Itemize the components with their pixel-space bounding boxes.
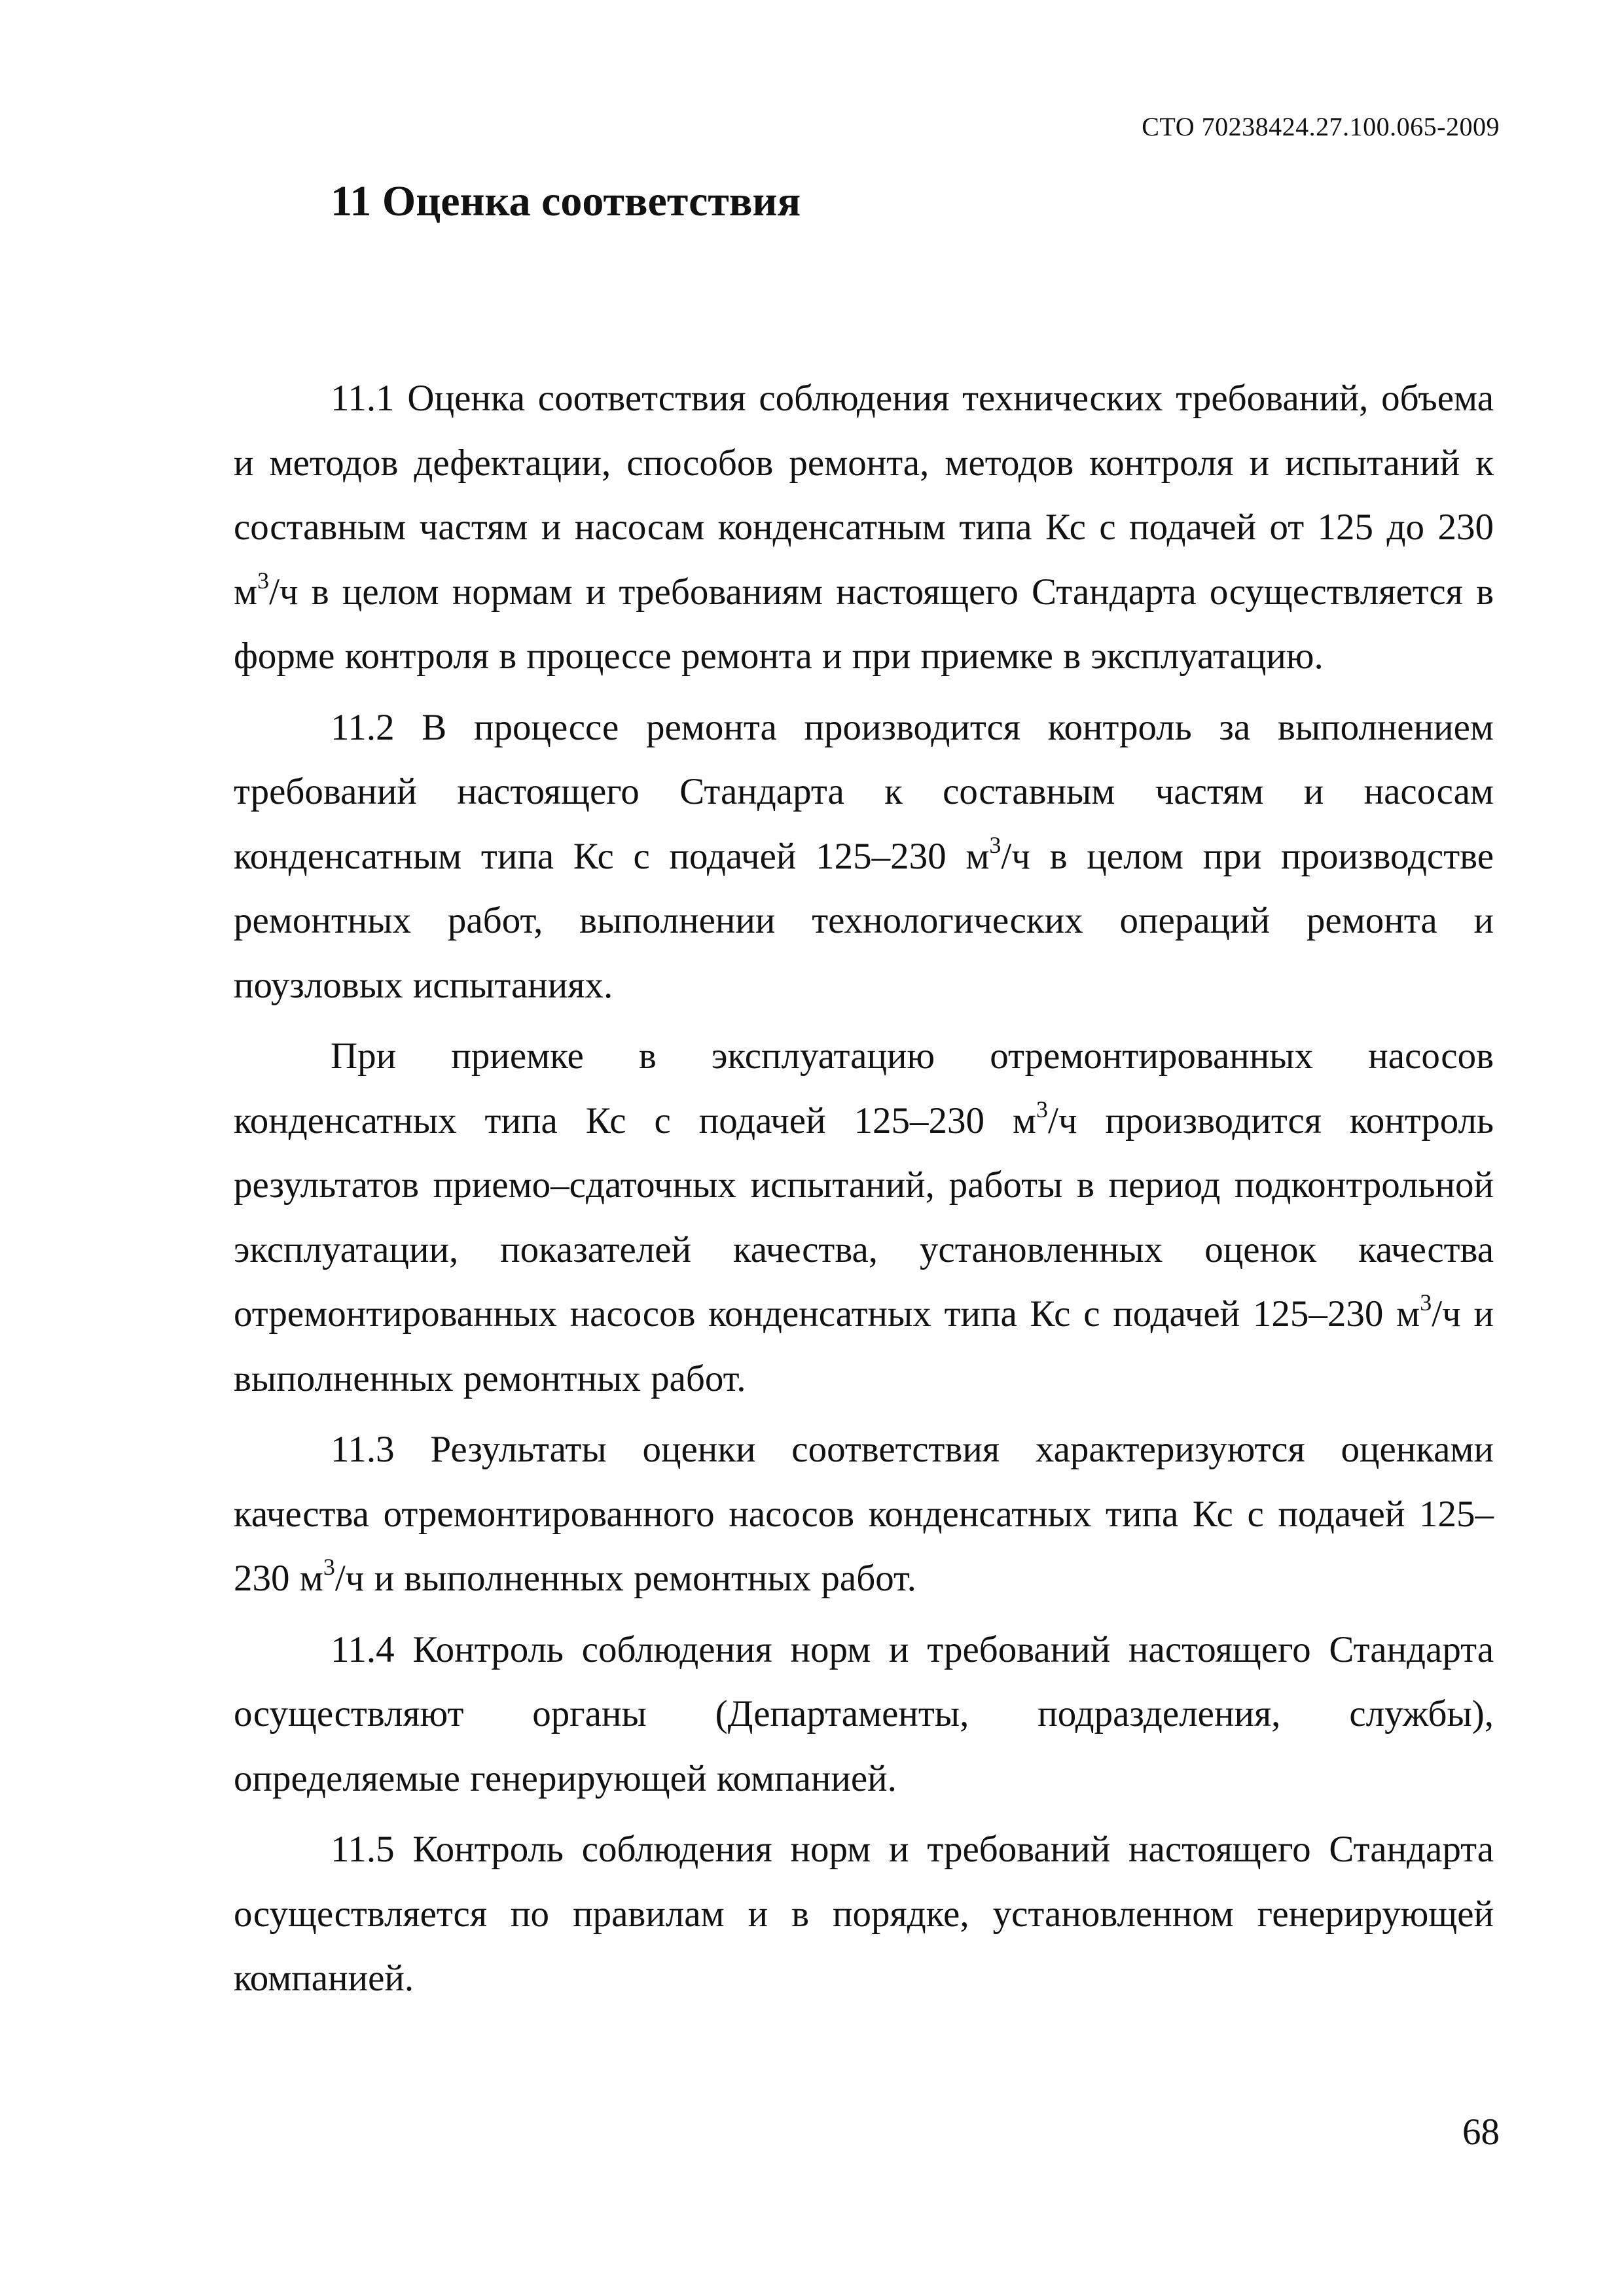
paragraph-11-4 <box>234 1618 1494 1812</box>
paragraph-text: /ч в целом нормам и требованиям настоящего Стандарта осуществляется в форме контроля в процессе ремонта и при приемке в эксплуатацию. <box>234 571 1494 677</box>
body-text <box>234 367 1494 2018</box>
paragraph-text: 11.3 Результаты оценки соответствия характеризуются оценками качества отремонтированного насосов конденсатных типа Кс с подачей 125–230 м <box>234 1429 1494 1599</box>
paragraph-text: /ч производится контроль результатов приемо–сдаточных испытаний, работы в период подконтрольной эксплуатации, показателей качества, установленных оценок качества отремонтированных насосов конденсатных типа Кс с подачей 125–230 м <box>234 1100 1494 1335</box>
superscript: 3 <box>257 567 270 594</box>
paragraph-text: 11.2 В процессе ремонта производится контроль за выполнением требований настоящего Стандарта к составным частям и насосам конденсатным типа Кс с подачей 125–230 м <box>234 706 1494 877</box>
superscript: 3 <box>1420 1289 1432 1316</box>
superscript: 3 <box>323 1554 335 1580</box>
paragraph-text: /ч в целом при производстве ремонтных работ, выполнении технологических операций ремонта и поузловых испытаниях. <box>234 835 1494 1006</box>
paragraph-11-5 <box>234 1818 1494 2011</box>
paragraph-text: 11.5 Контроль соблюдения норм и требований настоящего Стандарта осуществляется по правилам и в порядке, установленном генерирующей компанией. <box>234 1829 1494 1999</box>
section-heading: 11 Оценка соответствия <box>331 177 801 225</box>
document-code: СТО 70238424.27.100.065-2009 <box>1142 112 1500 141</box>
paragraph-text: 11.4 Контроль соблюдения норм и требований настоящего Стандарта осуществляют органы (Департаменты, подразделения, службы), определяемые генерирующей компанией. <box>234 1628 1494 1799</box>
superscript: 3 <box>989 831 1001 858</box>
page-number: 68 <box>1462 2111 1500 2153</box>
paragraph-text: При приемке в эксплуатацию отремонтированных насосов конденсатных типа Кс с подачей 125–230 м <box>234 1035 1494 1141</box>
superscript: 3 <box>1036 1096 1049 1122</box>
paragraph-11-2 <box>234 696 1494 1018</box>
paragraph-11-1 <box>234 367 1494 689</box>
paragraph-text: /ч и выполненных ремонтных работ. <box>234 1293 1494 1399</box>
paragraph-text: /ч и выполненных ремонтных работ. <box>334 1558 916 1599</box>
paragraph-text: 11.1 Оценка соответствия соблюдения технических требований, объема и методов дефектации, способов ремонта, методов контроля и испытаний к составным частям и насосам конденсатным типа Кс с подачей от 125 до 230 м <box>234 378 1494 613</box>
paragraph-acceptance <box>234 1024 1494 1411</box>
paragraph-11-3 <box>234 1418 1494 1611</box>
